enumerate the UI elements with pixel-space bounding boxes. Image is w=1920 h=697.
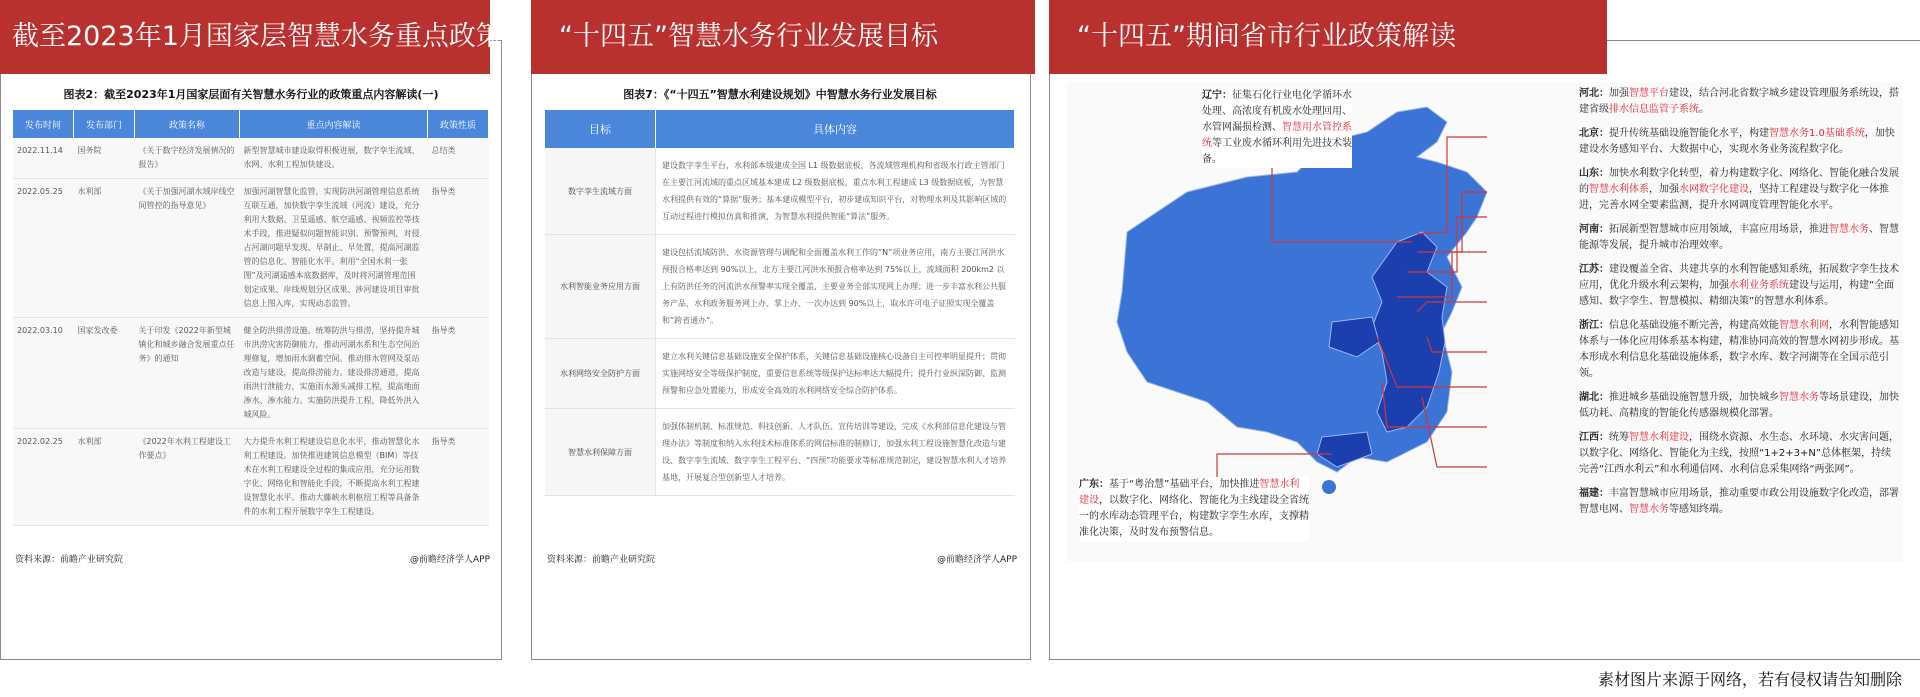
note-text: 建设，结合河北省数字城乡建设管理服务系统设，搭建省级 <box>1579 88 1899 115</box>
note-text: 。 <box>1699 104 1709 115</box>
note-text: ，围绕水资源、水生态、水环境、水灾害问题，以数字化、网络化、智能化为主线，按照“1+2+3+N”总体框架，持续完善“江西水利云”和水利通信网、水利信息采集网络“两张网”。 <box>1579 432 1899 475</box>
credit-text: @前瞻经济学人APP <box>936 555 1017 565</box>
credit-text: @前瞻经济学人APP <box>409 555 490 565</box>
table-row <box>13 138 489 179</box>
note-text: 拓展新型智慧城市应用领域，丰富应用场景，推进 <box>1609 224 1829 235</box>
note-shandong <box>1579 166 1899 214</box>
note-highlight: 智慧水利体系 <box>1589 184 1649 195</box>
province-name: 江西： <box>1579 432 1609 443</box>
note-liaoning <box>1202 88 1352 168</box>
source-text: 资料来源：前瞻产业研究院 <box>15 555 124 565</box>
note-guangdong <box>1079 477 1309 541</box>
table-row <box>545 235 1015 339</box>
province-name: 河南： <box>1579 224 1609 235</box>
banner-development-goals: “十四五”智慧水务行业发展目标 <box>531 0 1035 74</box>
cell-content: 建立水利关键信息基础设施安全保护体系，关键信息基础设施核心设备自主可控率明显提升；贯彻实施网络安全等级保护制度，重要信息系统等级保护达标率达大幅提升；提升行业纵深防御、监测预警和应急处置能力，形成安全高效的水利网络安全综合防护体系。 <box>656 339 1015 409</box>
note-text: 信息化基础设施不断完善，构建高效能 <box>1609 320 1779 331</box>
note-highlight: 水利业务系统 <box>1729 280 1789 291</box>
table-row <box>13 179 489 318</box>
cell-goal: 数字孪生流域方面 <box>545 148 656 235</box>
panel2-source-line <box>547 552 1017 568</box>
cell-content: 建设包括流域防洪、水资源管理与调配和全面覆盖水利工作的“N”项业务应用，南方主要江河洪水预报合格率达到 90%以上，北方主要江河洪水预报合格率达到 75%以上，流域面积 200km2 以上有防洪任务的河流洪水预警率实现全覆盖，主要业务全部实现网上办理；进一步丰富水利公共服务产品，水利政务服务网上办、掌上办、一次办达到 90%以上，取水许可电子证照实现全覆盖和“跨省通办”。 <box>656 235 1015 339</box>
cell-goal: 水利网络安全防护方面 <box>545 339 656 409</box>
cell-type: 指导类 <box>428 179 489 318</box>
policy-table-figure <box>13 80 489 570</box>
cell-dept: 水利部 <box>74 179 135 318</box>
note-highlight: 智慧水利建设 <box>1079 479 1300 506</box>
col-header: 目标 <box>545 110 656 148</box>
cell-goal: 智慧水利保障方面 <box>545 409 656 496</box>
col-header: 政策名称 <box>135 110 240 138</box>
copyright-footer: 素材图片来源于网络，若有侵权请告知删除 <box>1597 670 1902 689</box>
cell-type: 总结类 <box>428 138 489 179</box>
note-text: 加强 <box>1609 88 1629 99</box>
note-text: ，以数字化、网络化、智能化为主线建设全省统一的水库动态管理平台，构建数字孪生水库，支撑精准化决策，及时发布预警信息。 <box>1079 495 1309 538</box>
note-text: 建设覆盖全省、共建共享的水利智能感知系统，拓展数字孪生技术应用，优化升级水利云架构，加强 <box>1579 264 1899 291</box>
note-text: 等场景建设，加快低功耗、高精度的智能化传感器规模化部署。 <box>1579 392 1899 419</box>
note-text: 等工业废水循环利用先进技术装备。 <box>1202 138 1352 165</box>
taiwan-island <box>1423 416 1435 428</box>
cell-dept: 国务院 <box>74 138 135 179</box>
table-row <box>545 409 1015 496</box>
note-highlight: 智慧水务1.0基础系统 <box>1769 128 1865 139</box>
note-text: 丰富智慧城市应用场景，推动重要市政公用设施数字化改造，部署智慧电网、 <box>1579 488 1899 515</box>
note-highlight: 排水信息监管子系统 <box>1609 104 1699 115</box>
note-fujian <box>1579 486 1899 518</box>
note-jiangsu <box>1579 262 1899 310</box>
banner-national-policy: 截至2023年1月国家层智慧水务重点政策 <box>0 0 490 74</box>
note-henan <box>1579 222 1899 254</box>
table-row <box>13 429 489 526</box>
province-name: 辽宁： <box>1202 90 1232 101</box>
note-text: 征集石化行业电化学循环水处理、高浓度有机废水处理回用、水管网漏损检测、 <box>1202 90 1352 133</box>
province-map-figure <box>1067 82 1903 562</box>
note-zhejiang <box>1579 318 1899 382</box>
note-hebei <box>1579 86 1899 118</box>
goals-table <box>545 110 1015 496</box>
cell-content: 健全防洪排涝设施。统筹防洪与排涝，坚持提升城市洪涝灾害防御能力，推动河湖水系和生态空间治理修复，增加雨水调蓄空间。推动排水管网及泵站改造与建设，提高排涝能力。建设排涝通道，提高雨洪行泄能力，实施雨水源头减排工程，提高地面渗水、渗水能力。实施防洪提升工程，降低外洪入城风险。 <box>240 318 428 429</box>
note-highlight: 智慧水利网 <box>1779 320 1829 331</box>
cell-content: 加强河湖智慧化监管，实现防洪河湖管理信息系统互联互通，加快数字孪生流域（河流）建设，充分利用大数据、卫星遥感、航空遥感、视频监控等技术手段，推进疑似问题智能识别、预警预判，对侵占河湖问题早发现、早制止、早处置，提高河湖监管的信息化、智能化水平。利用“全国水利一张图”及河湖遥感本底数据库，及时将河湖管理范围划定成果、岸线规划分区成果、涉河建设项目审批信息上图入库，实现动态监管。 <box>240 179 428 318</box>
note-highlight: 智慧水务 <box>1779 392 1819 403</box>
cell-type: 指导类 <box>428 318 489 429</box>
table-row <box>545 148 1015 235</box>
note-text: 基于“粤治慧”基础平台，加快推进 <box>1109 479 1260 490</box>
note-highlight: 智慧平台 <box>1629 88 1669 99</box>
panel1-source-line <box>15 552 490 568</box>
note-text: ，水利智能感知体系与一体化应用体系基本构建，精准协同高效的智慧水网初步形成。基本形成水利信息化基础设施体系，数字水库、数字河湖等在全国示范引领。 <box>1579 320 1899 379</box>
cell-goal: 水利智能业务应用方面 <box>545 235 656 339</box>
cell-date: 2022.11.14 <box>13 138 74 179</box>
col-header: 发布时间 <box>13 110 74 138</box>
cell-date: 2022.03.10 <box>13 318 74 429</box>
note-hubei <box>1579 390 1899 422</box>
cell-content: 大力提升水利工程建设信息化水平，推动智慧化水利工程建设。加快推进建筑信息模型（BIM）等技术在水利工程建设全过程的集成应用，充分运用数字化、网络化和智能化手段，不断提高水利工程建设智慧化水平。推动大藤峡水利枢纽工程等具备条件的水利工程开展数字孪生工程建设。 <box>240 429 428 526</box>
col-header: 政策性质 <box>428 110 489 138</box>
note-text: 推进城乡基础设施智慧升级，加快城乡 <box>1609 392 1779 403</box>
policy-table <box>13 110 489 526</box>
cell-dept: 国家发改委 <box>74 318 135 429</box>
note-text: ，加快建设水务感知平台、大数据中心，实现水务业务流程数字化。 <box>1579 128 1895 155</box>
hainan-island <box>1322 480 1336 494</box>
province-name: 福建： <box>1579 488 1609 499</box>
province-name: 广东： <box>1079 479 1109 490</box>
note-highlight: 智慧用水管控系统 <box>1202 122 1352 149</box>
note-highlight: 智慧水利建设 <box>1629 432 1689 443</box>
note-text: 提升传统基础设施智能化水平，构建 <box>1609 128 1769 139</box>
note-text: 加快水利数字化转型，着力构建数字化、网络化、智能化融合发展的 <box>1579 168 1899 195</box>
figure-title: 图表7：《“十四五”智慧水利建设规划》中智慧水务行业发展目标 <box>623 88 937 101</box>
note-text: 建设与运用，构建“全面感知、数字孪生、智慧模拟、精细决策”的智慧水利体系。 <box>1579 280 1895 307</box>
note-text: 统筹 <box>1609 432 1629 443</box>
province-name: 北京： <box>1579 128 1609 139</box>
province-name: 山东： <box>1579 168 1609 179</box>
figure-title: 图表2：截至2023年1月国家层面有关智慧水务行业的政策重点内容解读(一) <box>63 88 439 101</box>
cell-name: 关于印发《2022年新型城镇化和城乡融合发展重点任务》的通知 <box>135 318 240 429</box>
note-text: 等感知终端。 <box>1669 504 1729 515</box>
note-text: 、智慧能源等发展，提升城市治理效率。 <box>1579 224 1899 251</box>
cell-name: 《关于数字经济发展情况的报告》 <box>135 138 240 179</box>
cell-content: 加强体制机制、标准规范、科技创新、人才队伍、宣传培训等建设，完成《水利部信息化建设与管理办法》等制度和纳入水利技术标准体系的网信标准的制修订，加强水利工程设施智慧化改造与建设、数字孪生流域、数字孪生工程平台、“四预”功能要求等标准规范制定，建设智慧水利人才培养基地，开展复合型创新型人才培养。 <box>656 409 1015 496</box>
province-name: 江苏： <box>1579 264 1609 275</box>
note-text: ，坚持工程建设与数字化一体推进，完善水网全要素监测，提升水网调度管理智能化水平。 <box>1579 184 1889 211</box>
right-notes-column <box>1579 86 1899 518</box>
cell-date: 2022.02.25 <box>13 429 74 526</box>
table-row <box>13 318 489 429</box>
cell-content: 建设数字孪生平台，水利部本级建成全国 L1 级数据底板，各流域管理机构和省级水行政主管部门在主要江河流域的重点区域基本建成 L2 级数据底板，重点水利工程建成 L3 级数据底板，为智慧水利提供有效的“算据”服务；基本建成模型平台，初步建成知识平台，对物理水利及其影响区域的互动过程进行模拟仿真和推演，为智慧水利提供智能“算法”服务。 <box>656 148 1015 235</box>
note-beijing <box>1579 126 1899 158</box>
col-header: 具体内容 <box>656 110 1015 148</box>
col-header: 重点内容解读 <box>240 110 428 138</box>
cell-dept: 水利部 <box>74 429 135 526</box>
province-name: 浙江： <box>1579 320 1609 331</box>
note-jiangxi <box>1579 430 1899 478</box>
source-text: 资料来源：前瞻产业研究院 <box>547 555 656 565</box>
note-highlight: 水网数字化建设 <box>1679 184 1749 195</box>
note-highlight: 智慧水务 <box>1629 504 1669 515</box>
cell-content: 新型智慧城市建设取得积极进展，数字孪生流域、水网、水利工程加快建设。 <box>240 138 428 179</box>
table-row <box>545 339 1015 409</box>
province-name: 河北： <box>1579 88 1609 99</box>
col-header: 发布部门 <box>74 110 135 138</box>
goals-table-figure <box>545 80 1015 560</box>
cell-date: 2022.05.25 <box>13 179 74 318</box>
cell-name: 《关于加强河湖水域岸线空间管控的指导意见》 <box>135 179 240 318</box>
cell-type: 指导类 <box>428 429 489 526</box>
banner-provincial-policy: “十四五”期间省市行业政策解读 <box>1049 0 1607 74</box>
cell-name: 《2022年水利工程建设工作要点》 <box>135 429 240 526</box>
note-text: ，加强 <box>1649 184 1679 195</box>
province-name: 湖北： <box>1579 392 1609 403</box>
note-highlight: 智慧水务 <box>1829 224 1869 235</box>
